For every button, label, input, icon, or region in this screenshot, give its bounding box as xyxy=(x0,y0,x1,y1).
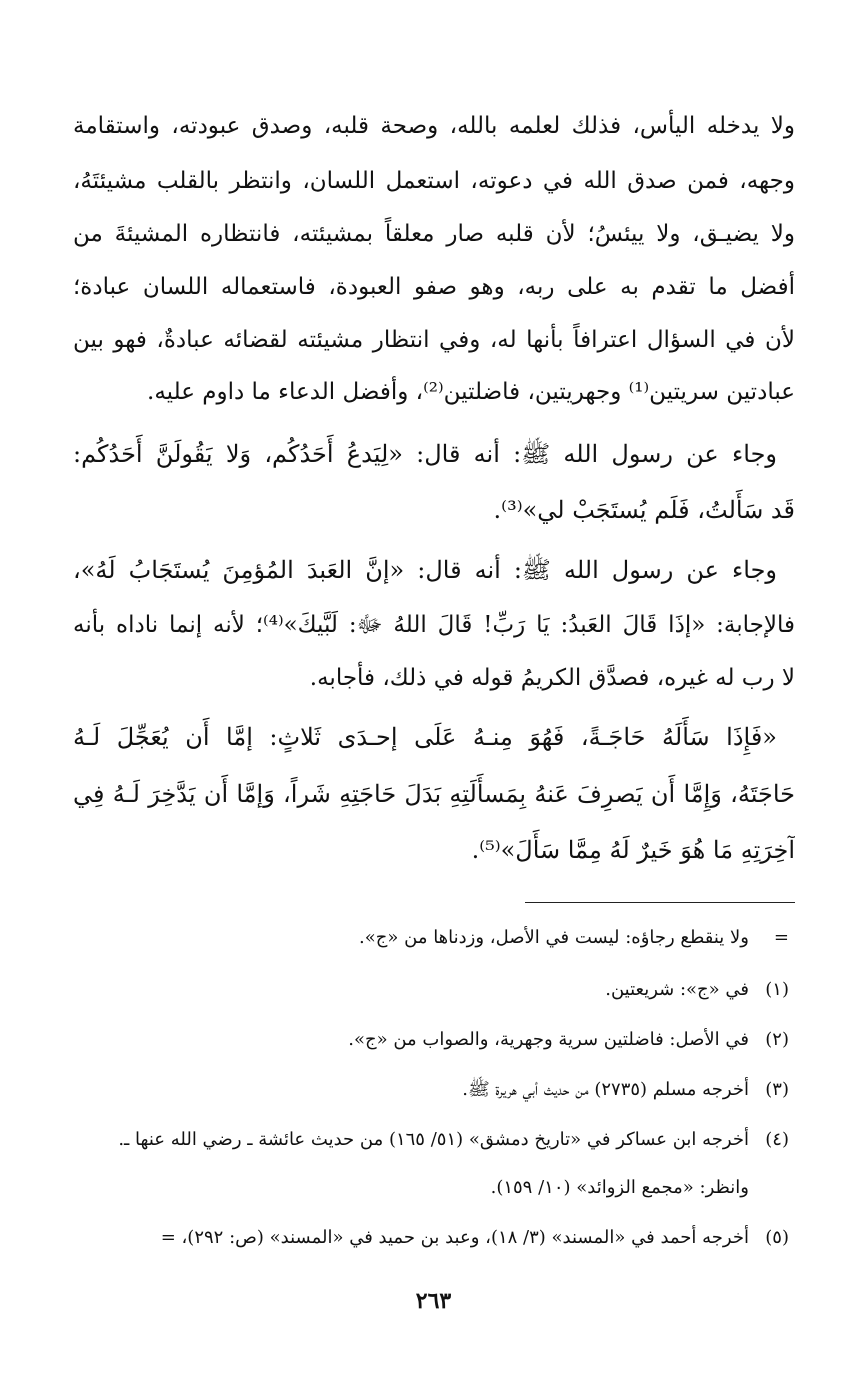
page-number: ٢٦٣ xyxy=(415,1288,452,1314)
body-line-2: وجهه، فمن صدق الله في دعوته، استعمل اللسان، وانتظر بالقلب مشيئتَهُ، xyxy=(73,168,795,194)
footnote-separator xyxy=(525,902,795,903)
footnote-text: أخرجه ابن عساكر في «تاريخ دمشق» (٥١/ ١٦٥) من حديث عائشة ـ رضي الله عنها ـ. xyxy=(118,1129,749,1150)
footnote-marker: (٤) xyxy=(765,1129,789,1150)
footnote-text: ولا ينقطع رجاؤه: ليست في الأصل، وزدناها من «ج». xyxy=(359,927,749,948)
body-line-5: لأن في السؤال اعترافاً بأنها له، وفي انتظار مشيئته لقضائه عبادةٌ، فهو بين xyxy=(73,327,795,353)
body-line-14: آخِرَتِهِ مَا هُوَ خَيرٌ لَهُ مِمَّا سَأَلَ»⁽⁵⁾. xyxy=(471,836,795,864)
footnote-4-continued: وانظر: «مجمع الزوائد» (١٠/ ١٥٩). xyxy=(490,1177,749,1198)
body-line-12: «فَإِذَا سَأَلَهُ حَاجَـةً، فَهُوَ مِنـهُ عَلَى إحـدَى ثَلاثٍ: إمَّا أَن يُعَجِّلَ لَـهُ xyxy=(73,723,777,751)
footnote-continuation xyxy=(73,920,789,956)
footnote-marker: = xyxy=(773,927,789,948)
body-line-1: ولا يدخله اليأس، فذلك لعلمه بالله، وصحة قلبه، وصدق عبودته، واستقامة xyxy=(73,113,795,139)
body-line-13: حَاجَتَهُ، وَإِمَّا أَن يَصرِفَ عَنهُ بِمَسأَلَتِهِ بَدَلَ حَاجَتِهِ شَراً، وَإمَّا أَن يَدَّخِرَ لَـهُ فِي xyxy=(73,780,795,808)
footnote-marker: (١) xyxy=(765,979,789,1000)
footnote-4 xyxy=(73,1122,789,1158)
footnote-3 xyxy=(73,1072,789,1108)
body-line-8: قَد سَأَلتُ، فَلَم يُستَجَبْ لي»⁽³⁾. xyxy=(493,496,795,524)
body-line-3: ولا يضيـق، ولا ييئسُ؛ لأن قلبه صار معلقاً بمشيئته، فانتظاره المشيئةَ من xyxy=(73,221,795,247)
body-line-4: أفضل ما تقدم به على ربه، وهو صفو العبودة، فاستعماله اللسان عبادة؛ xyxy=(73,274,795,300)
body-line-6: عبادتين سريتين⁽¹⁾ وجهريتين، فاضلتين⁽²⁾، وأفضل الدعاء ما داوم عليه. xyxy=(147,379,795,405)
footnote-2 xyxy=(73,1022,789,1058)
body-line-9: وجاء عن رسول الله ﷺ: أنه قال: «إنَّ العَبدَ المُؤمِنَ يُستَجَابُ لَهُ»، xyxy=(73,556,777,584)
body-line-10: فالإجابة: «إذَا قَالَ العَبدُ: يَا رَبِّ! قَالَ اللهُ ﷻ: لَبَّيكَ»⁽⁴⁾؛ لأنه إنما ناداه بأنه xyxy=(73,612,795,638)
body-line-7: وجاء عن رسول الله ﷺ: أنه قال: «لِيَدعُ أَحَدُكُم، وَلا يَقُولَنَّ أَحَدُكُم: xyxy=(73,440,777,468)
footnote-text: في «ج»: شريعتين. xyxy=(605,979,749,1000)
footnote-text: في الأصل: فاضلتين سرية وجهرية، والصواب من «ج». xyxy=(348,1029,749,1050)
footnote-text: أخرجه مسلم (٢٧٣٥) من حديث أبي هريرة ﷺ. xyxy=(462,1079,749,1100)
footnote-marker: (٥) xyxy=(765,1227,789,1248)
footnote-marker: (٢) xyxy=(765,1029,789,1050)
footnote-1 xyxy=(73,972,789,1008)
body-line-11: لا رب له غيره، فصدَّق الكريمُ قوله في ذلك، فأجابه. xyxy=(309,665,795,691)
footnote-marker: (٣) xyxy=(765,1079,789,1100)
footnote-5 xyxy=(73,1220,789,1256)
footnote-text: أخرجه أحمد في «المسند» (٣/ ١٨)، وعبد بن حميد في «المسند» (ص: ٢٩٢)، = xyxy=(160,1227,749,1248)
